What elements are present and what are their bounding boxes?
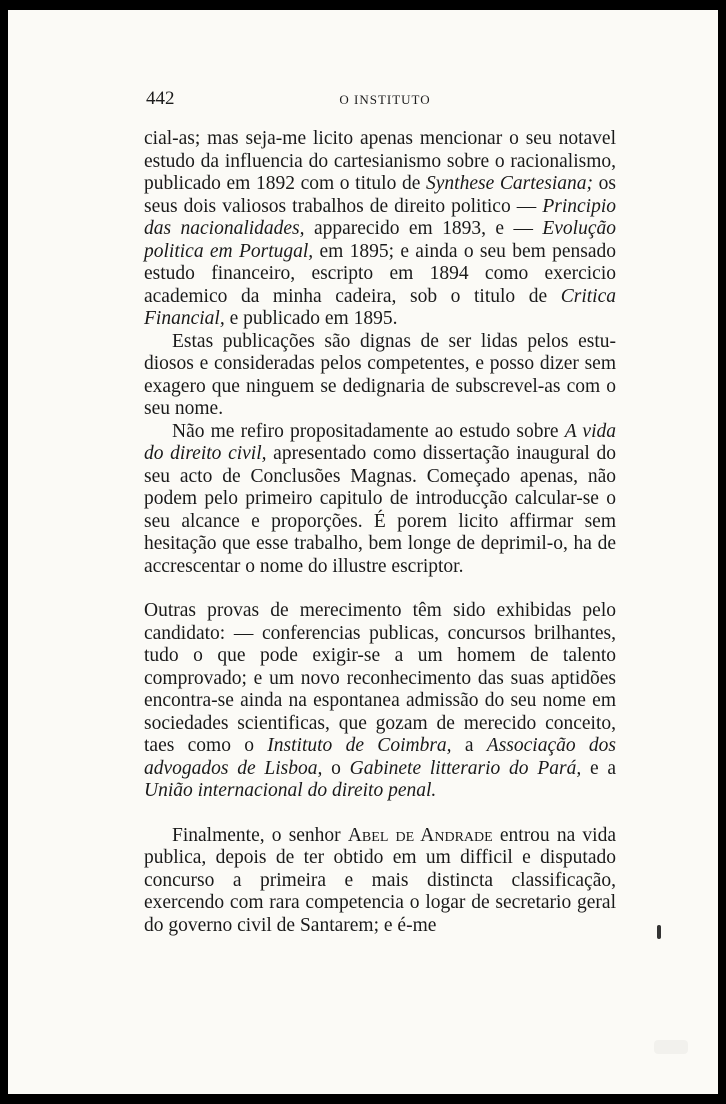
paragraph xyxy=(144,825,616,938)
italic-title: Critica Financial, xyxy=(144,285,616,329)
text-run: em 1895; e ainda o seu bem pensado estudo financeiro, escripto em 1894 como exercicio academico da minha cadeira, sob o titulo de xyxy=(144,240,616,307)
italic-title: A vida do direito civil, xyxy=(144,420,616,464)
italic-title: Synthese Cartesiana; xyxy=(426,173,594,194)
italic-title: Associação dos advogados de Lisboa, xyxy=(144,735,617,779)
paragraph xyxy=(144,421,616,579)
text-run: Não me refiro propositadamente ao estudo sobre xyxy=(172,420,565,442)
text-run: e publicado em 1895. xyxy=(224,308,398,329)
body-text xyxy=(144,128,616,937)
text-run: entrou na vida publica, depois de ter obtido em um difficil e disputado concurso a primeira e mais distincta classificação, exercendo com rara competencia o logar de secretario geral do governo civil de Santarem; e é-me xyxy=(144,824,616,936)
text-run: a xyxy=(451,735,487,756)
document-page xyxy=(8,10,718,1094)
italic-title: Evolução politica em Portugal, xyxy=(144,218,616,262)
paragraph xyxy=(144,600,616,803)
text-run: o xyxy=(322,757,350,779)
text-run: e a xyxy=(581,757,617,779)
person-name: Abel de Andrade xyxy=(347,824,493,846)
italic-title: Principio das nacionalidades, xyxy=(144,195,616,239)
italic-title: Instituto de Coimbra, xyxy=(267,735,452,756)
ink-speck xyxy=(657,925,661,939)
paragraph xyxy=(144,128,616,331)
text-run: apresentado como dissertação inaugural do seu acto de Conclusões Magnas. Começado apenas, não podem pelo primeiro capitulo de introducção calcular-se o seu alcance e proporções. É porem licito affirmar sem hesitação que esse trabalho, bem longe de deprimil-o, ha de accrescentar o nome do illustre escriptor. xyxy=(144,443,616,577)
page-header xyxy=(146,88,624,112)
paragraph xyxy=(144,331,616,421)
text-run: os seus dois valiosos trabalhos de direito politico — xyxy=(144,173,617,217)
text-run: Finalmente, o senhor xyxy=(172,824,348,846)
text-run: Estas publicações são dignas de ser lidas pelos estudiosos e consideradas pelos competentes, e posso dizer sem exagero que ninguem se dedignaria de subscrevel-as com o seu nome. xyxy=(144,330,616,419)
text-run: Outras provas de merecimento têm sido exhibidas pelo candidato: — conferencias publicas, concursos brilhantes, tudo o que pode exigir-se a um homem de talento comprovado; e um novo reconhecimento das suas aptidões encontra-se ainda na espontanea admissão do seu nome em sociedades scientificas, que gozam de merecido conceito, taes como o xyxy=(144,600,616,756)
italic-title: Gabinete litterario do Pará, xyxy=(349,757,582,779)
running-title: O INSTITUTO xyxy=(339,92,431,107)
scan-mark xyxy=(654,1040,688,1054)
page-number: 442 xyxy=(146,88,175,109)
italic-title: União internacional do direito penal. xyxy=(144,780,437,801)
text-run: cial-as; mas seja-me licito apenas mencionar o seu notavel estudo da influencia do cartesianismo sobre o racionalismo, publicado em 1892 com o titulo de xyxy=(144,128,616,194)
text-run: apparecido em 1893, e — xyxy=(304,218,543,239)
